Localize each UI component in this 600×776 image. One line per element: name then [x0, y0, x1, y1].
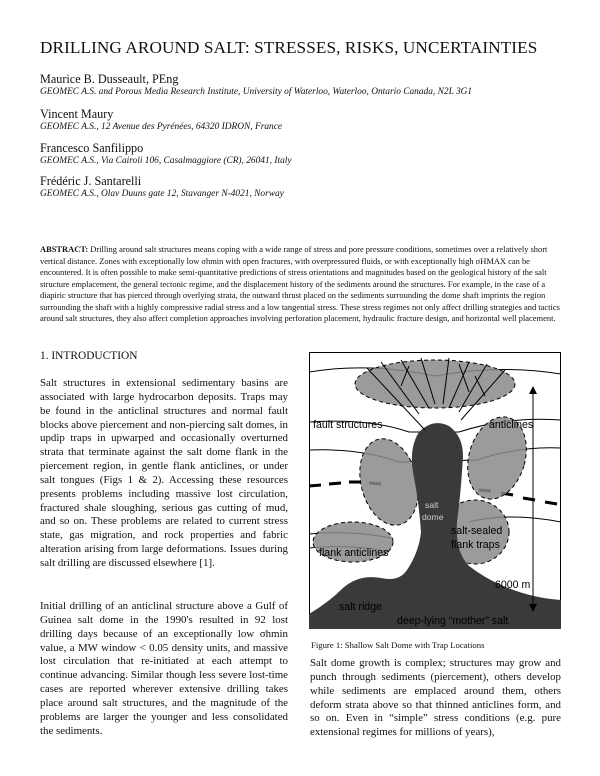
author-name: Maurice B. Dusseault, PEng	[40, 72, 179, 86]
body-paragraph: Salt dome growth is complex; structures may grow and punch through sediments (piercement), others develop while sediments are emplaced around them, others deform strata above so that thinned anticlines form, and so on. Even in “simple” stress conditions (e.g. pure extensional regimes for millions of years),	[310, 657, 561, 739]
label-salt-sealed: salt-sealed	[451, 525, 503, 537]
author-affiliation: GEOMEC A.S. and Porous Media Research Institute, University of Waterloo, Waterloo, Ontario Canada, N2L 3G1	[40, 87, 473, 97]
label-dome: dome	[422, 512, 444, 522]
abstract-label: ABSTRACT:	[40, 244, 89, 254]
label-mother-salt: deep-lying “mother” salt	[397, 615, 509, 627]
salt-dome-figure	[309, 352, 561, 629]
label-flank-anticlines: flank anticlines	[319, 547, 389, 559]
label-anticlines: anticlines	[489, 419, 534, 431]
body-paragraph: Salt structures in extensional sedimentary basins are associated with large hydrocarbon deposits. Traps may be found in the anticlinal structures and normal fault blocks above piercement and non-piercing salt domes, in updip traps in upwarped and occasionally overturned strata that terminate against the salt dome flank in the piercement region, in gentle flank anticlines, or under salt tongues (Figs 1 & 2). Accessing these resources presents problems including massive lost circulation, fractured shale sloughing, serious gas cutting of mud, and so on. These problems are related to current stress state, gas migration, and rock properties and fabric alteration arising from large deformations. Issues during salt drilling are discussed elsewhere [1].	[40, 377, 288, 569]
abstract	[40, 244, 562, 325]
label-salt-ridge: salt ridge	[339, 601, 382, 613]
label-salt: salt	[425, 500, 439, 510]
author-affiliation: GEOMEC A.S., Olav Duuns gate 12, Stavanger N-4021, Norway	[40, 189, 284, 199]
label-depth: 6000 m	[495, 579, 531, 591]
abstract-text: Drilling around salt structures means coping with a wide range of stress and pore pressure conditions, sometimes over a relatively short vertical distance. Zones with exceptionally low σhmin with open fractures, with overpressured fluids, or with exceptionally high σHMAX can be encountered. It is often possible to make semi-quantitative predictions of stress orientations and magnitudes based on the geological history of the salt structure emplacement, the general tectonic regime, and the displacement history of the sediments around the structures. For example, in the case of a diapiric structure that has pierced through overlying strata, the outward thrust placed on the sediments surrounding the dome shaft imprints the region surrounding the shaft with a highly compressive radial stress and a low tangential stress. These stress regimes not only affect drilling strategies and tactics around salt structures, they also affect completion approaches involving perforation placement, hydraulic fracture design, and horizontal well placement.	[40, 244, 560, 323]
trap-anticline-top	[355, 360, 515, 408]
author-affiliation: GEOMEC A.S., Via Cairoli 106, Casalmaggiore (CR), 26041, Italy	[40, 156, 292, 166]
body-paragraph: Initial drilling of an anticlinal structure above a Gulf of Guinea salt dome in the 1990's resulted in 92 lost drilling days because of an exceptionally low σhmin value, a MW window < 0.05 density units, and massive lost circulation that re-initiated at each attempt to continue advancing. Similar though less severe lost-time cases are reported wherever extensive drilling takes place around salt structures, and the magnitude of the problems are larger the younger and less consolidated the sediments.	[40, 600, 288, 737]
label-fault-structures: fault structures	[313, 419, 383, 431]
author-name: Frédéric J. Santarelli	[40, 174, 142, 188]
section-heading: 1. INTRODUCTION	[40, 350, 138, 362]
figure-caption: Figure 1: Shallow Salt Dome with Trap Locations	[311, 640, 485, 650]
author-affiliation: GEOMEC A.S., 12 Avenue des Pyrénées, 64320 IDRON, France	[40, 122, 283, 132]
author-name: Francesco Sanfilippo	[40, 141, 144, 155]
author-name: Vincent Maury	[40, 107, 114, 121]
paper-title: DRILLING AROUND SALT: STRESSES, RISKS, UNCERTAINTIES	[40, 38, 538, 57]
label-flank-traps: flank traps	[451, 539, 500, 551]
